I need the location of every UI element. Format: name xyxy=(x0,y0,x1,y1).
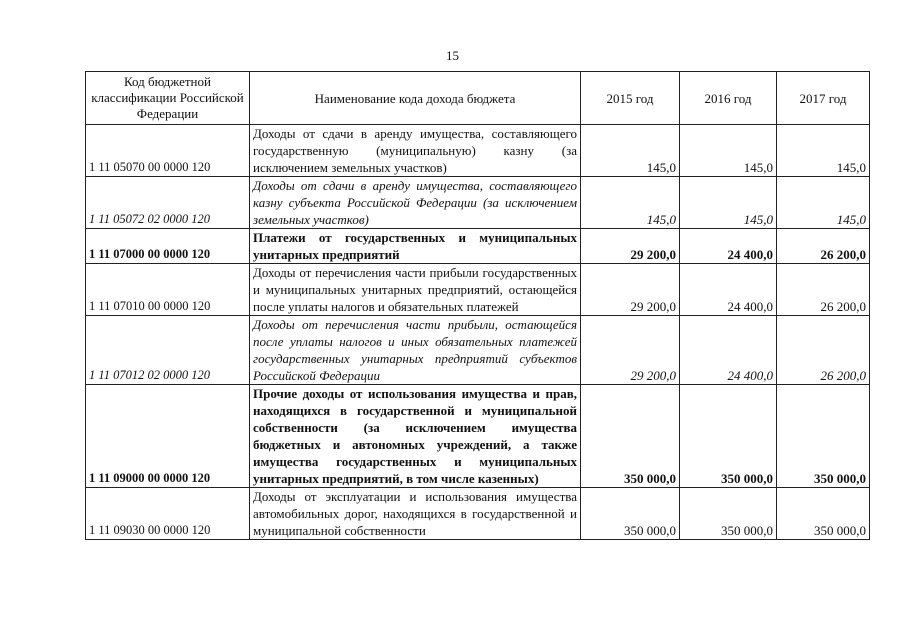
row-value-2017: 26 200,0 xyxy=(777,316,870,385)
row-code: 1 11 05072 02 0000 120 xyxy=(86,177,250,229)
row-name: Прочие доходы от использования имущества и прав, находящихся в государственной и муниципальной собственности (за исключением имущества бюджетных и автономных учреждений, а также имущества государственных и муниципальных унитарных предприятий, в том числе казенных) xyxy=(250,385,581,488)
row-value-2017: 350 000,0 xyxy=(777,488,870,540)
row-code: 1 11 07012 02 0000 120 xyxy=(86,316,250,385)
row-value-2016: 24 400,0 xyxy=(680,264,777,316)
row-name: Доходы от перечисления части прибыли, остающейся после уплаты налогов и иных обязательных платежей государственных унитарных предприятий субъектов Российской Федерации xyxy=(250,316,581,385)
row-value-2016: 145,0 xyxy=(680,177,777,229)
row-value-2017: 26 200,0 xyxy=(777,264,870,316)
row-code: 1 11 09000 00 0000 120 xyxy=(86,385,250,488)
row-value-2015: 29 200,0 xyxy=(581,264,680,316)
row-code: 1 11 09030 00 0000 120 xyxy=(86,488,250,540)
page-number: 15 xyxy=(446,48,459,63)
row-value-2015: 29 200,0 xyxy=(581,229,680,264)
table-row xyxy=(86,125,870,177)
row-value-2015: 145,0 xyxy=(581,125,680,177)
row-value-2016: 350 000,0 xyxy=(680,488,777,540)
table-row xyxy=(86,385,870,488)
header-2017: 2017 год xyxy=(777,72,870,125)
row-value-2015: 29 200,0 xyxy=(581,316,680,385)
table-row xyxy=(86,264,870,316)
table-body xyxy=(86,125,870,540)
row-value-2017: 145,0 xyxy=(777,177,870,229)
row-code: 1 11 07010 00 0000 120 xyxy=(86,264,250,316)
row-name: Платежи от государственных и муниципальных унитарных предприятий xyxy=(250,229,581,264)
header-code: Код бюджетной классификации Российской Федерации xyxy=(86,72,250,125)
row-value-2017: 26 200,0 xyxy=(777,229,870,264)
row-name: Доходы от перечисления части прибыли государственных и муниципальных унитарных предприятий, остающейся после уплаты налогов и обязательных платежей xyxy=(250,264,581,316)
row-value-2016: 24 400,0 xyxy=(680,229,777,264)
row-value-2015: 145,0 xyxy=(581,177,680,229)
row-value-2015: 350 000,0 xyxy=(581,488,680,540)
table-row xyxy=(86,229,870,264)
row-value-2015: 350 000,0 xyxy=(581,385,680,488)
budget-revenue-table xyxy=(85,71,870,540)
row-value-2016: 145,0 xyxy=(680,125,777,177)
row-name: Доходы от сдачи в аренду имущества, составляющего государственную (муниципальную) казну (за исключением земельных участков) xyxy=(250,125,581,177)
header-name: Наименование кода дохода бюджета xyxy=(250,72,581,125)
row-value-2017: 145,0 xyxy=(777,125,870,177)
row-name: Доходы от эксплуатации и использования имущества автомобильных дорог, находящихся в государственной и муниципальной собственности xyxy=(250,488,581,540)
header-2015: 2015 год xyxy=(581,72,680,125)
row-value-2017: 350 000,0 xyxy=(777,385,870,488)
table-row xyxy=(86,177,870,229)
table-header-row xyxy=(86,72,870,125)
table-row xyxy=(86,316,870,385)
row-value-2016: 24 400,0 xyxy=(680,316,777,385)
row-value-2016: 350 000,0 xyxy=(680,385,777,488)
row-code: 1 11 07000 00 0000 120 xyxy=(86,229,250,264)
row-name: Доходы от сдачи в аренду имущества, составляющего казну субъекта Российской Федерации (за исключением земельных участков) xyxy=(250,177,581,229)
header-2016: 2016 год xyxy=(680,72,777,125)
table-row xyxy=(86,488,870,540)
row-code: 1 11 05070 00 0000 120 xyxy=(86,125,250,177)
